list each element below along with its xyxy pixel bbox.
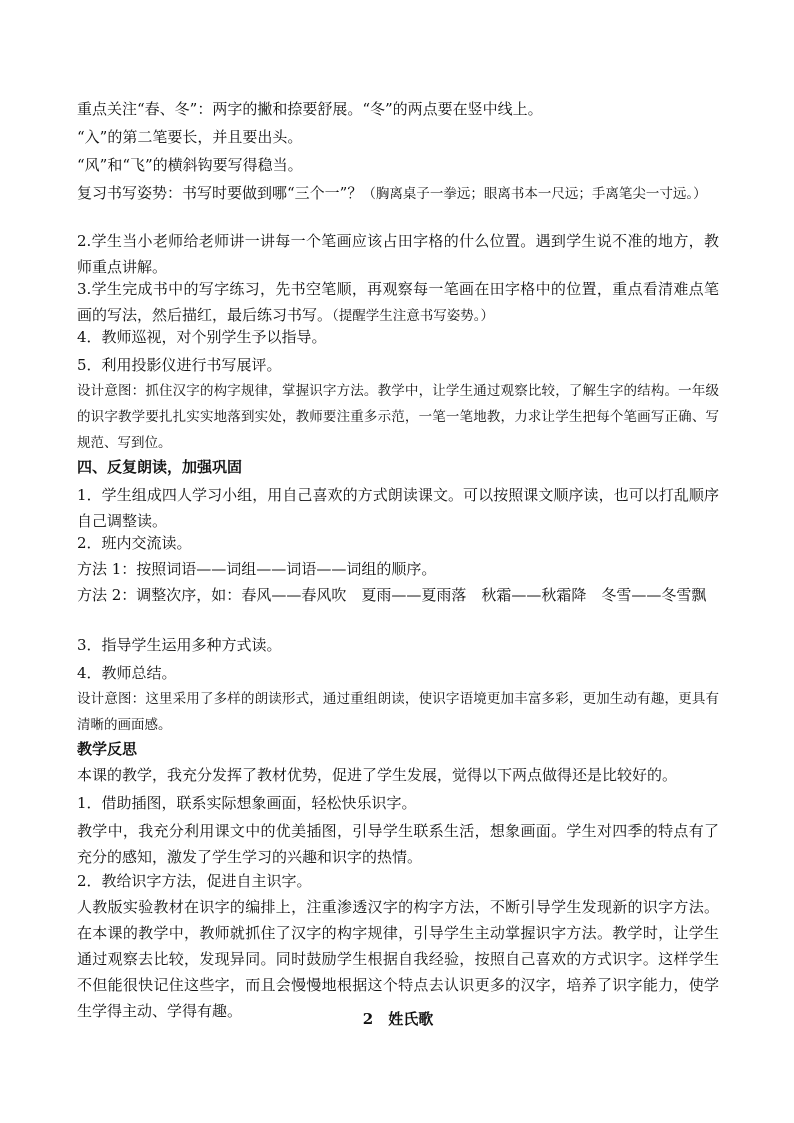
paragraph-writing-posture [77,180,719,207]
paragraph-reading-4: 4．教师总结。 [77,664,177,682]
paragraph-reading-1: 1．学生组成四人学习小组，用自己喜欢的方式朗读课文。可以按照课文顺序读，也可以打乱顺序自己调整读。 [77,486,719,530]
paragraph-reflection-2-body: 人教版实验教材在识字的编排上，注重渗透汉字的构字方法，不断引导学生发现新的识字方法。在本课的教学中，教师就抓住了汉字的构字规律，引导学生主动掌握识字方法。教学时，让学生通过观察去比较，发现异同。同时鼓励学生根据自我经验，按照自己喜欢的方式识字。这样学生不但能很快记住这些字，而且会慢慢地根据这个特点去认识更多的汉字，培养了识字能力，使学生学得主动、学得有趣。 [77,898,719,1020]
section-heading-reading: 四、反复朗读，加强巩固 [77,458,243,476]
paragraph-step-2: 2.学生当小老师给老师讲一讲每一个笔画应该占田字格的什么位置。遇到学生说不准的地方，教师重点讲解。 [77,232,719,276]
paragraph-reading-2: 2．班内交流读。 [77,534,192,552]
paragraph-reflection-2: 2．教给识字方法，促进自主识字。 [77,872,312,890]
paragraph-reflection-1-body: 教学中，我充分利用课文中的优美插图，引导学生联系生活，想象画面。学生对四季的特点有了充分的感知，激发了学生学习的兴趣和识字的热情。 [77,822,719,866]
next-lesson-title: 2 姓氏歌 [362,1010,434,1028]
paragraph-step-4: 4．教师巡视，对个别学生予以指导。 [77,328,327,346]
step-3-text: 3.学生完成书中的写字练习，先书空笔顺，再观察每一笔画在田字格中的位置，重点看清难点笔画的写法，然后描红，最后练习书写。 [77,280,719,324]
posture-text: 复习书写姿势：书写时要做到哪“三个一”？ [77,184,363,202]
paragraph-method-1: 方法 1：按照词语——词组——词语——词组的顺序。 [77,560,437,578]
paragraph-step-5: 5．利用投影仪进行书写展评。 [77,356,282,374]
paragraph-stroke-focus: 重点关注“春、冬”：两字的撇和捺要舒展。“冬”的两点要在竖中线上。 [77,100,543,118]
step-3-note: （提醒学生注意书写姿势。） [332,308,495,324]
paragraph-design-intent-1: 设计意图：抓住汉字的构字规律，掌握识字方法。教学中，让学生通过观察比较，了解生字的结构。一年级的识字教学要扎扎实实地落到实处，教师要注重多示范，一笔一笔地教，力求让学生把每个笔画写正确、写规范、写到位。 [77,383,719,451]
paragraph-feng-fei: “风”和“飞”的横斜钩要写得稳当。 [77,156,303,174]
paragraph-step-3 [77,276,719,329]
section-heading-reflection: 教学反思 [77,740,138,758]
paragraph-reflection-intro: 本课的教学，我充分发挥了教材优势，促进了学生发展，觉得以下两点做得还是比较好的。 [77,766,678,784]
paragraph-reflection-1: 1．借助插图，联系实际想象画面，轻松快乐识字。 [77,794,417,812]
paragraph-reading-3: 3．指导学生运用多种方式读。 [77,636,282,654]
posture-note: （胸离桌子一拳远；眼离书本一尺远；手离笔尖一寸远。） [362,186,707,202]
paragraph-ru-stroke: “入”的第二笔要长，并且要出头。 [77,128,303,146]
paragraph-method-2: 方法 2：调整次序，如：春风——春风吹 夏雨——夏雨落 秋霜——秋霜降 冬雪——冬雪飘 [77,586,707,604]
paragraph-design-intent-2: 设计意图：这里采用了多样的朗读形式，通过重组朗读，使识字语境更加丰富多彩，更加生动有趣，更具有清晰的画面感。 [77,691,719,733]
